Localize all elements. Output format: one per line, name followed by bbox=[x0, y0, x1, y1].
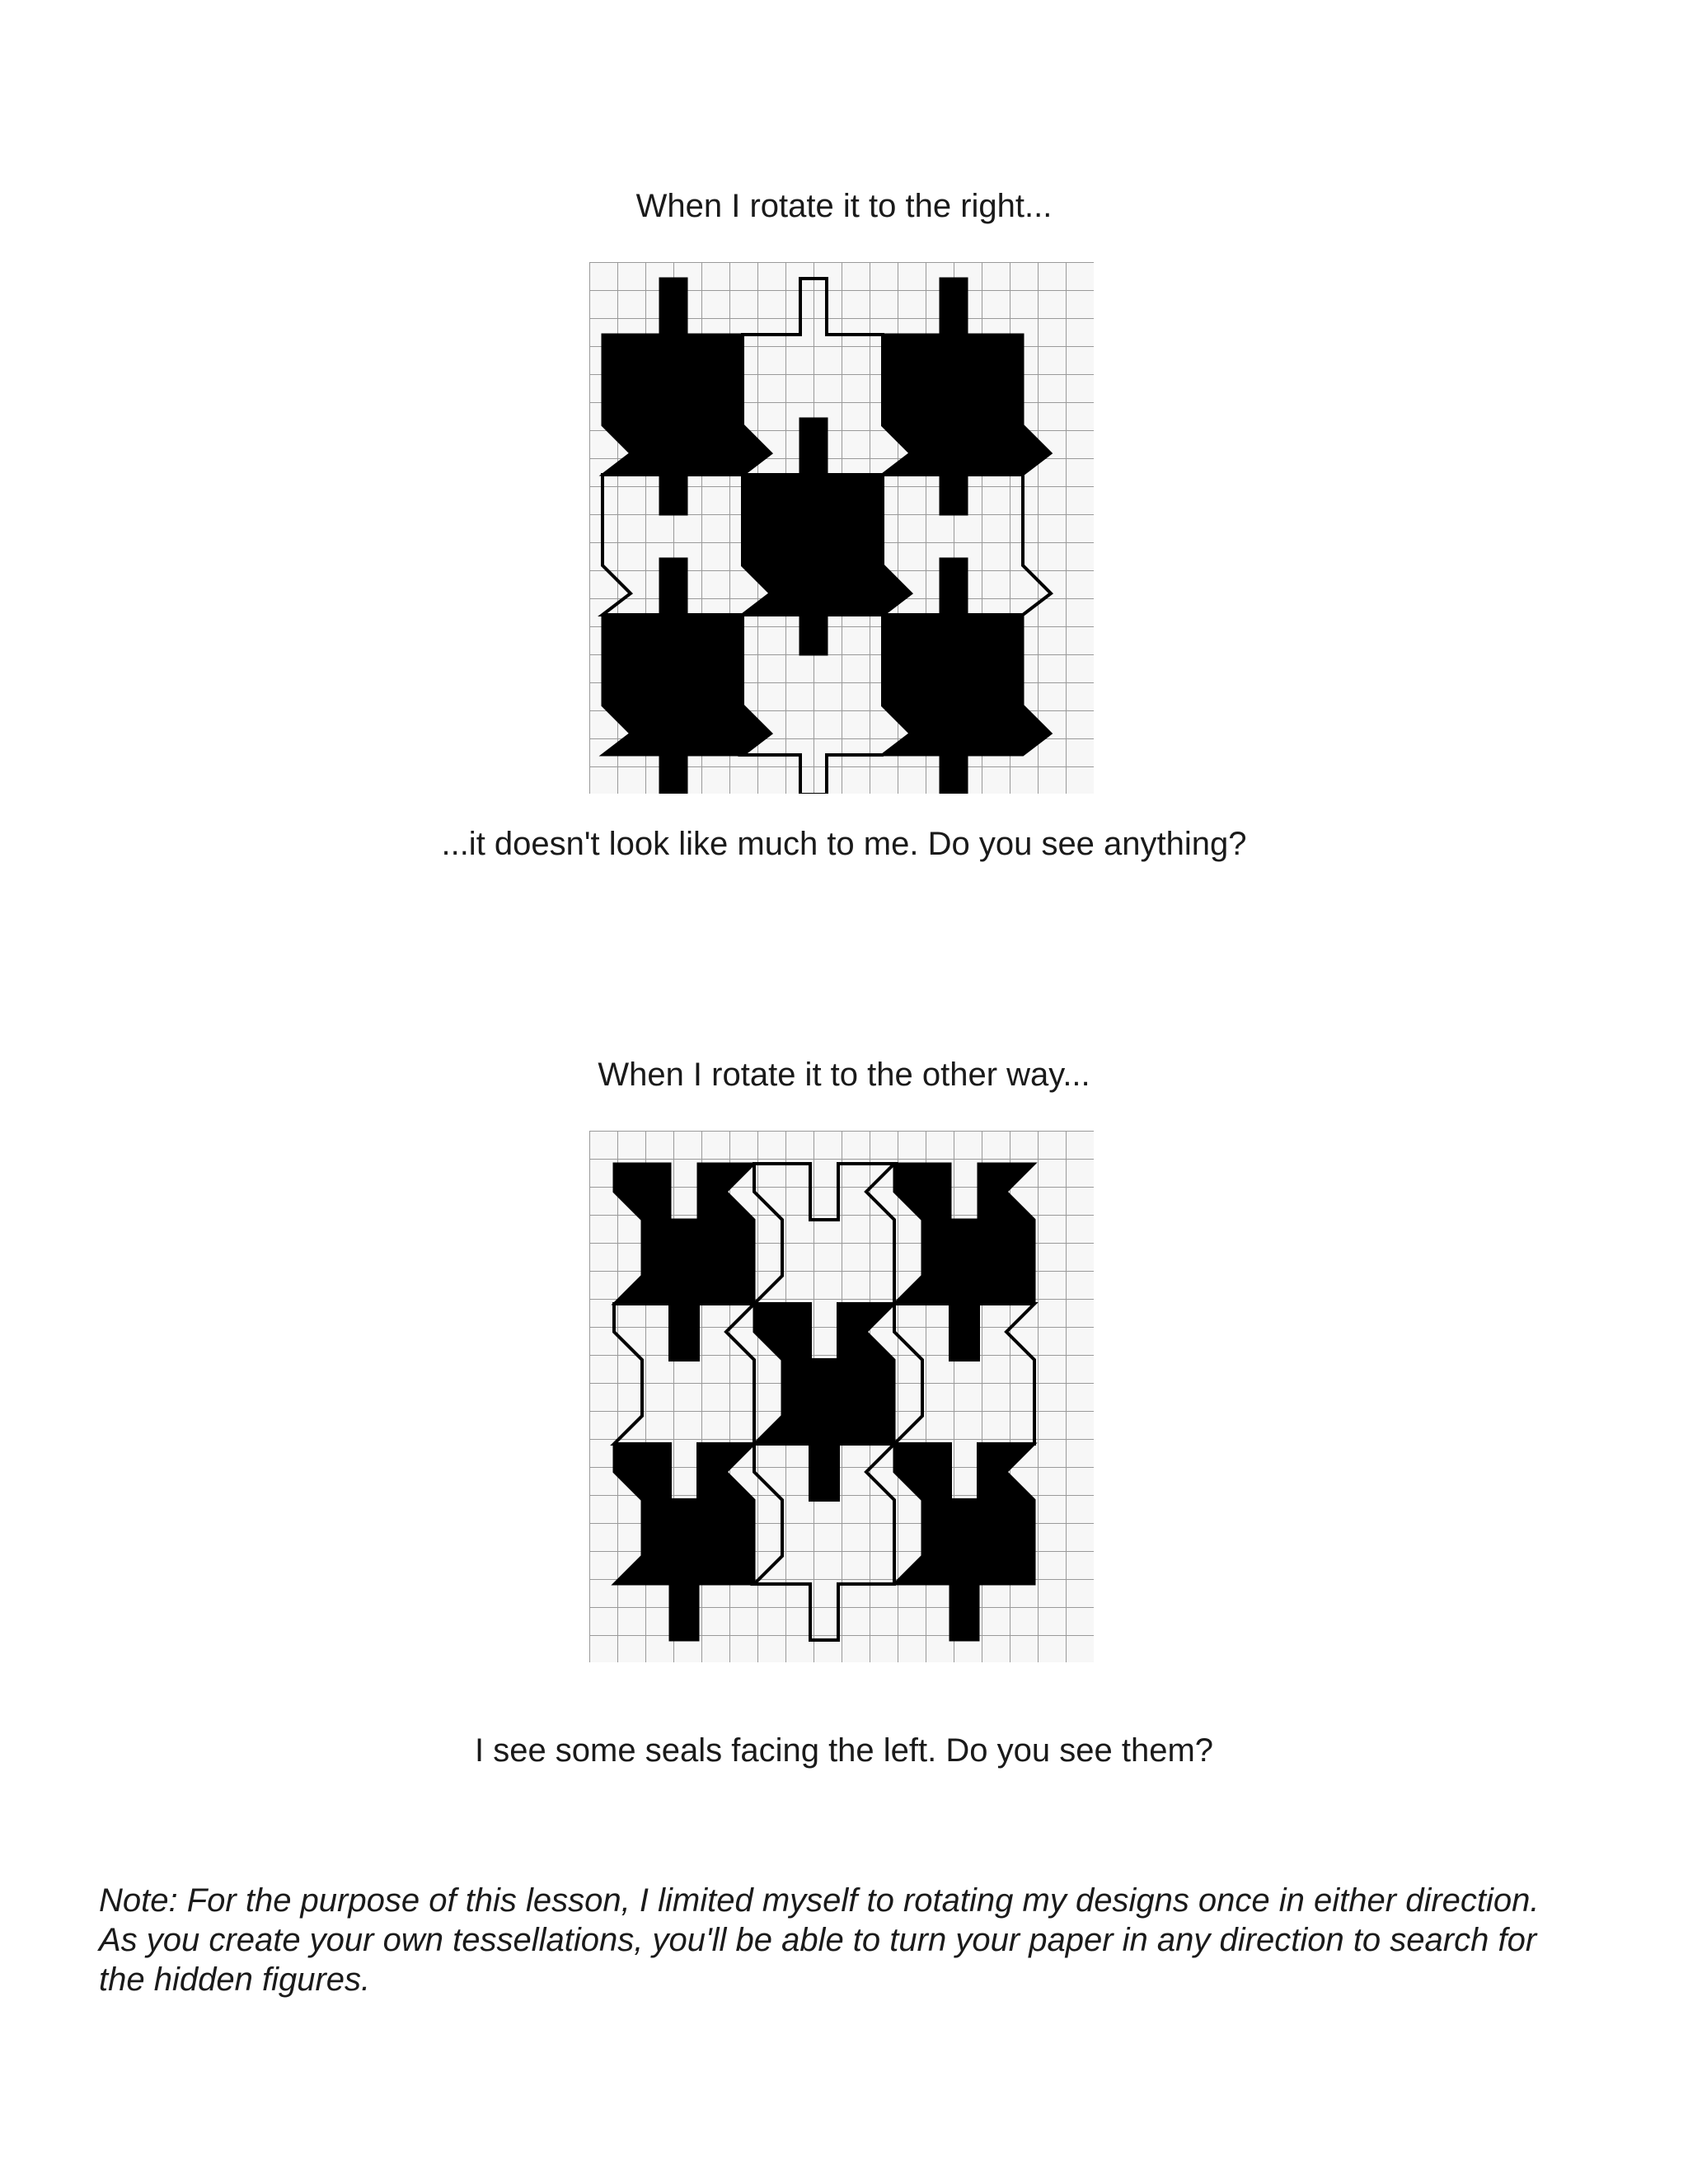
caption-right-result: ...it doesn't look like much to me. Do you see anything? bbox=[441, 826, 1247, 862]
note-line-3: the hidden figures. bbox=[99, 1961, 371, 1998]
tessellation-grid-right bbox=[589, 262, 1094, 794]
lesson-note bbox=[99, 1881, 1615, 1999]
tessellation-figure-rotated-right bbox=[589, 262, 1094, 794]
caption-other-result: I see some seals facing the left. Do you see them? bbox=[474, 1732, 1214, 1769]
note-line-1: Note: For the purpose of this lesson, I limited myself to rotating my designs once in either direction. bbox=[99, 1882, 1540, 1919]
note-line-2: As you create your own tessellations, you'll be able to turn your paper in any direction to search for bbox=[99, 1922, 1537, 1958]
caption-rotate-other: When I rotate it to the other way... bbox=[598, 1057, 1090, 1093]
tessellation-grid-other bbox=[589, 1131, 1094, 1662]
tessellation-figure-rotated-other bbox=[589, 1131, 1094, 1662]
caption-rotate-right: When I rotate it to the right... bbox=[635, 188, 1053, 224]
